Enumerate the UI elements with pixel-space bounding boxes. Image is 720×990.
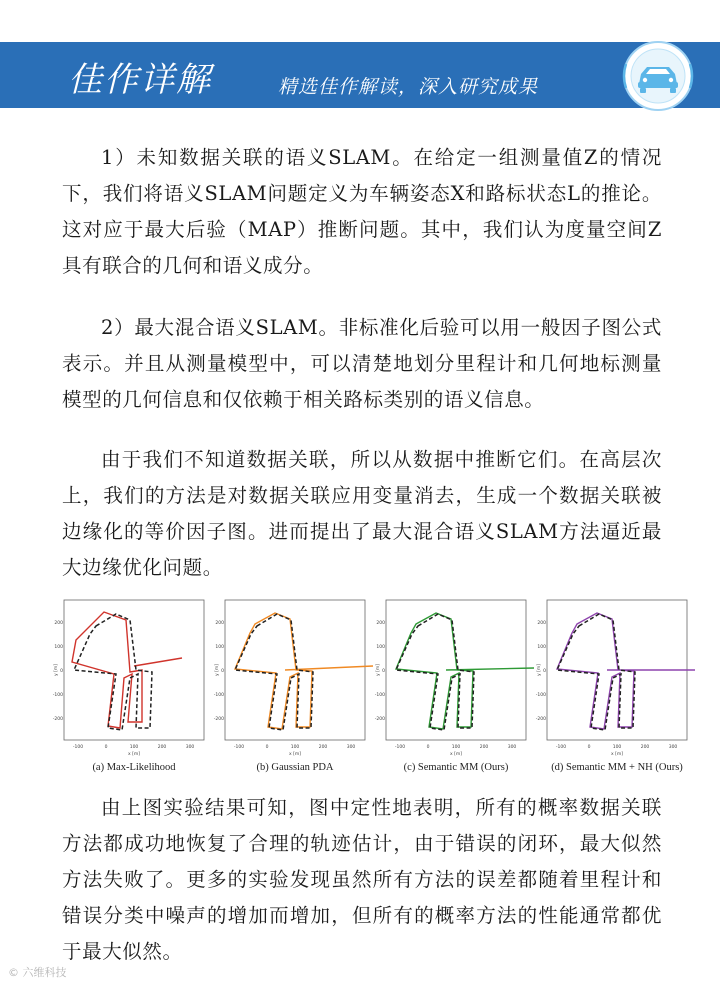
x-tick-label: 0	[587, 745, 591, 750]
x-axis-label: x [m]	[289, 752, 301, 757]
x-tick-label: 0	[426, 745, 430, 750]
figure-panel	[215, 594, 375, 780]
y-tick-label: -200	[52, 717, 63, 722]
x-tick-label: -100	[233, 745, 245, 750]
y-tick-label: 0	[543, 669, 546, 674]
x-axis-label: x [m]	[128, 752, 140, 757]
panel-caption: (a) Max-Likelihood	[92, 762, 176, 773]
trajectory-plot	[54, 594, 214, 759]
x-tick-label: 200	[479, 745, 489, 750]
section-title: 佳作详解	[68, 60, 212, 100]
x-tick-label: -100	[555, 745, 567, 750]
figure-panel	[54, 594, 214, 780]
y-tick-label: -100	[52, 693, 63, 698]
y-tick-label: 200	[537, 621, 546, 626]
x-tick-label: -100	[394, 745, 406, 750]
paragraph-1: 1）未知数据关联的语义SLAM。在给定一组测量值Z的情况下，我们将语义SLAM问题定义为车辆姿态X和路标状态L的推论。这对应于最大后验（MAP）推断问题。其中，我们认为度量空间Z具有联合的几何和语义成分。	[62, 146, 662, 277]
x-axis-label: x [m]	[450, 752, 462, 757]
plot-frame	[64, 600, 204, 740]
panel-caption: (d) Semantic MM + NH (Ours)	[551, 762, 683, 773]
y-tick-label: -200	[374, 717, 385, 722]
y-tick-label: 0	[382, 669, 385, 674]
y-tick-label: -200	[213, 717, 224, 722]
x-tick-label: 200	[318, 745, 328, 750]
y-tick-label: -100	[374, 693, 385, 698]
trajectory-plot	[537, 594, 697, 759]
x-tick-label: 300	[346, 745, 356, 750]
x-tick-label: 200	[640, 745, 650, 750]
x-tick-label: 300	[668, 745, 678, 750]
panel-caption: (b) Gaussian PDA	[256, 762, 334, 773]
y-tick-label: 200	[54, 621, 63, 626]
x-tick-label: 100	[290, 745, 300, 750]
paragraph-2: 2）最大混合语义SLAM。非标准化后验可以用一般因子图公式表示。并且从测量模型中，可以清楚地划分里程计和几何地标测量模型的几何信息和仅依赖于相关路标类别的语义信息。	[62, 316, 662, 411]
figure-panel	[537, 594, 697, 780]
y-tick-label: -100	[213, 693, 224, 698]
watermark: © 六维科技	[8, 966, 67, 979]
y-tick-label: -100	[535, 693, 546, 698]
y-tick-label: 100	[376, 645, 385, 650]
x-tick-label: 200	[157, 745, 167, 750]
paragraph-3: 由于我们不知道数据关联，所以从数据中推断它们。在高层次上，我们的方法是对数据关联应用变量消去，生成一个数据关联被边缘化的等价因子图。进而提出了最大混合语义SLAM方法逼近最大边缘优化问题。	[62, 448, 662, 579]
car-in-circle-icon	[612, 40, 704, 112]
x-tick-label: 100	[612, 745, 622, 750]
paragraph-4: 由上图实验结果可知，图中定性地表明，所有的概率数据关联方法都成功地恢复了合理的轨迹估计，由于错误的闭环，最大似然方法失败了。更多的实验发现虽然所有方法的误差都随着里程计和错误分类中噪声的增加而增加，但所有的概率方法的性能通常都优于最大似然。	[62, 796, 662, 963]
trajectory-plot	[376, 594, 536, 759]
y-axis-label: y [m]	[54, 664, 59, 676]
x-tick-label: 100	[129, 745, 139, 750]
y-tick-label: 100	[54, 645, 63, 650]
x-tick-label: 100	[451, 745, 461, 750]
y-tick-label: 0	[60, 669, 63, 674]
y-axis-label: y [m]	[376, 664, 381, 676]
y-tick-label: 200	[376, 621, 385, 626]
trajectory-plot	[215, 594, 375, 759]
y-axis-label: y [m]	[537, 664, 542, 676]
y-axis-label: y [m]	[215, 664, 220, 676]
y-tick-label: 200	[215, 621, 224, 626]
y-tick-label: 100	[215, 645, 224, 650]
figure-panel	[376, 594, 536, 780]
x-axis-label: x [m]	[611, 752, 623, 757]
x-tick-label: -100	[72, 745, 84, 750]
trajectory-figure	[54, 594, 694, 780]
x-tick-label: 0	[104, 745, 108, 750]
y-tick-label: 100	[537, 645, 546, 650]
panel-caption: (c) Semantic MM (Ours)	[403, 762, 509, 773]
x-tick-label: 300	[507, 745, 517, 750]
x-tick-label: 300	[185, 745, 195, 750]
section-subtitle: 精选佳作解读，深入研究成果	[278, 76, 539, 98]
y-tick-label: 0	[221, 669, 224, 674]
y-tick-label: -200	[535, 717, 546, 722]
x-tick-label: 0	[265, 745, 269, 750]
